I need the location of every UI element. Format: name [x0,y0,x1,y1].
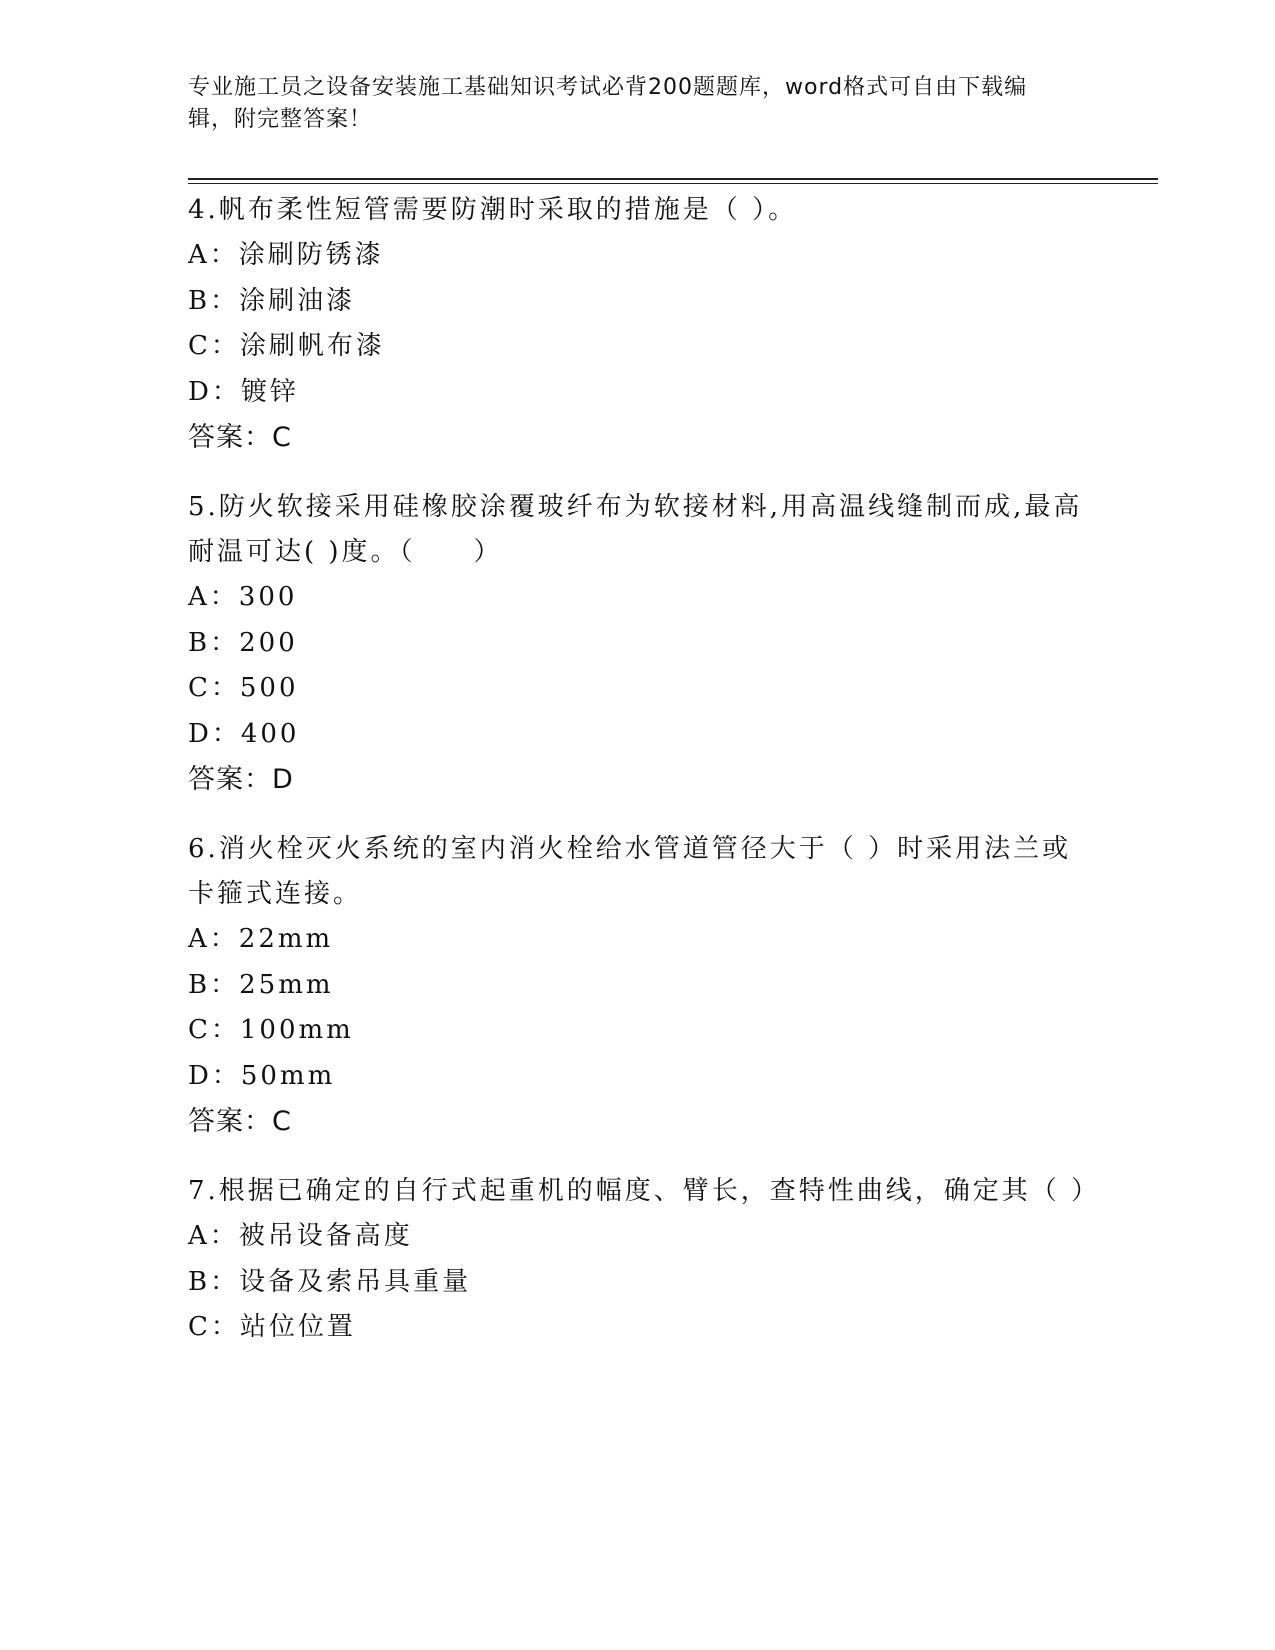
answer: 答案：C [188,1106,292,1137]
option-d: D：400 [188,718,300,749]
question-stem: 4.帆布柔性短管需要防潮时采取的措施是（ ）。 [188,195,798,225]
option-b: B：25mm [188,969,334,1000]
option-d: D：50mm [188,1060,336,1091]
option-c: C：100mm [188,1015,354,1045]
option-a: A：22mm [188,924,334,954]
option-a: A：涂刷防锈漆 [188,240,384,270]
answer: 答案：D [188,764,294,795]
question-stem: 6.消火栓灭火系统的室内消火栓给水管道管径大于（ ）时采用法兰或卡箍式连接。 [188,834,1072,909]
header-divider-thick [188,178,1158,180]
option-a: A：被吊设备高度 [188,1221,413,1251]
option-a: A：300 [188,582,298,612]
question-stem: 5.防火软接采用硅橡胶涂覆玻纤布为软接材料,用高温线缝制而成,最高耐温可达( )度。（ ） [188,492,1083,567]
option-c: C：站位位置 [188,1312,356,1342]
header-divider-thin [188,183,1158,184]
option-b: B：200 [188,627,298,658]
option-b: B：设备及索吊具重量 [188,1266,472,1297]
option-c: C：涂刷帆布漆 [188,331,385,361]
document-header [188,72,1068,136]
question-list [188,188,1101,1375]
question-5 [188,485,1088,803]
option-b: B：涂刷油漆 [188,285,356,316]
option-c: C：500 [188,673,299,703]
question-stem: 7.根据已确定的自行式起重机的幅度、臂长，查特性曲线，确定其（ ） [188,1176,1101,1206]
answer: 答案：C [188,422,292,453]
question-4 [188,188,1088,461]
question-7 [188,1169,1101,1351]
header-title: 专业施工员之设备安装施工基础知识考试必背200题题库，word格式可自由下载编辑，附完整答案！ [188,75,1028,132]
question-6 [188,827,1088,1145]
option-d: D：镀锌 [188,376,299,407]
